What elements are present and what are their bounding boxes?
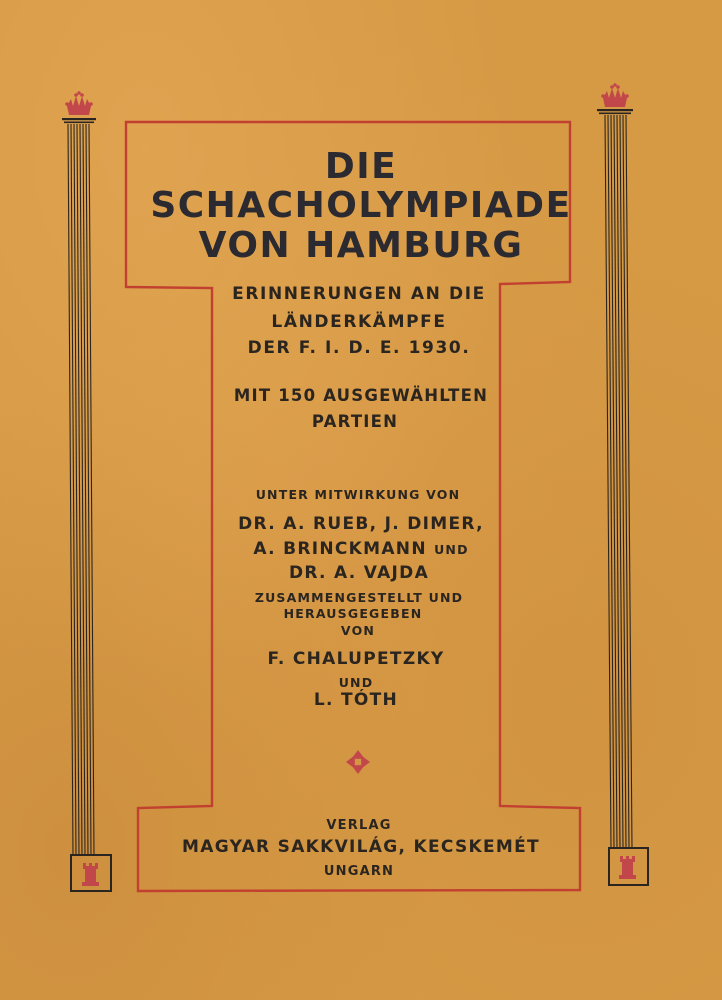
publisher-label: VERLAG bbox=[326, 818, 392, 833]
games-line-2: PARTIEN bbox=[311, 412, 399, 431]
collaborators-line-2 bbox=[0, 539, 722, 559]
editor-2: L. TÓTH bbox=[313, 690, 399, 710]
editors-conjunction: UND bbox=[338, 675, 374, 690]
crown-icon bbox=[601, 83, 629, 107]
editors-intro-line-3: VON bbox=[340, 623, 376, 638]
title-line-2: SCHACHOLYMPIADE bbox=[150, 185, 572, 226]
editors-intro-line-1: ZUSAMMENGESTELLT UND bbox=[254, 590, 464, 605]
collaboration-intro: UNTER MITWIRKUNG VON bbox=[255, 487, 461, 502]
collaborator-conjunction: UND bbox=[434, 542, 469, 557]
ornament-rosette-icon bbox=[346, 750, 370, 774]
crown-icon bbox=[65, 91, 93, 115]
subtitle-line-1: ERINNERUNGEN AN DIE bbox=[232, 284, 486, 304]
collaborators-line-1: DR. A. RUEB, J. DIMER, bbox=[238, 514, 484, 534]
subtitle-line-2: LÄNDERKÄMPFE bbox=[271, 312, 447, 332]
publisher-name: MAGYAR SAKKVILÁG, KECSKEMÉT bbox=[182, 837, 540, 857]
editor-1: F. CHALUPETZKY bbox=[267, 649, 445, 669]
games-line-1: MIT 150 AUSGEWÄHLTEN bbox=[233, 386, 489, 405]
collaborators-line-3: DR. A. VAJDA bbox=[288, 563, 430, 583]
title-line-3: VON HAMBURG bbox=[198, 225, 524, 266]
title-line-1: DIE bbox=[324, 146, 398, 187]
editors-intro-line-2: HERAUSGEGEBEN bbox=[283, 606, 423, 621]
subtitle-line-3: DER F. I. D. E. 1930. bbox=[247, 338, 471, 358]
publisher-country: UNGARN bbox=[323, 864, 395, 879]
collaborator-name: A. BRINCKMANN bbox=[253, 539, 427, 559]
